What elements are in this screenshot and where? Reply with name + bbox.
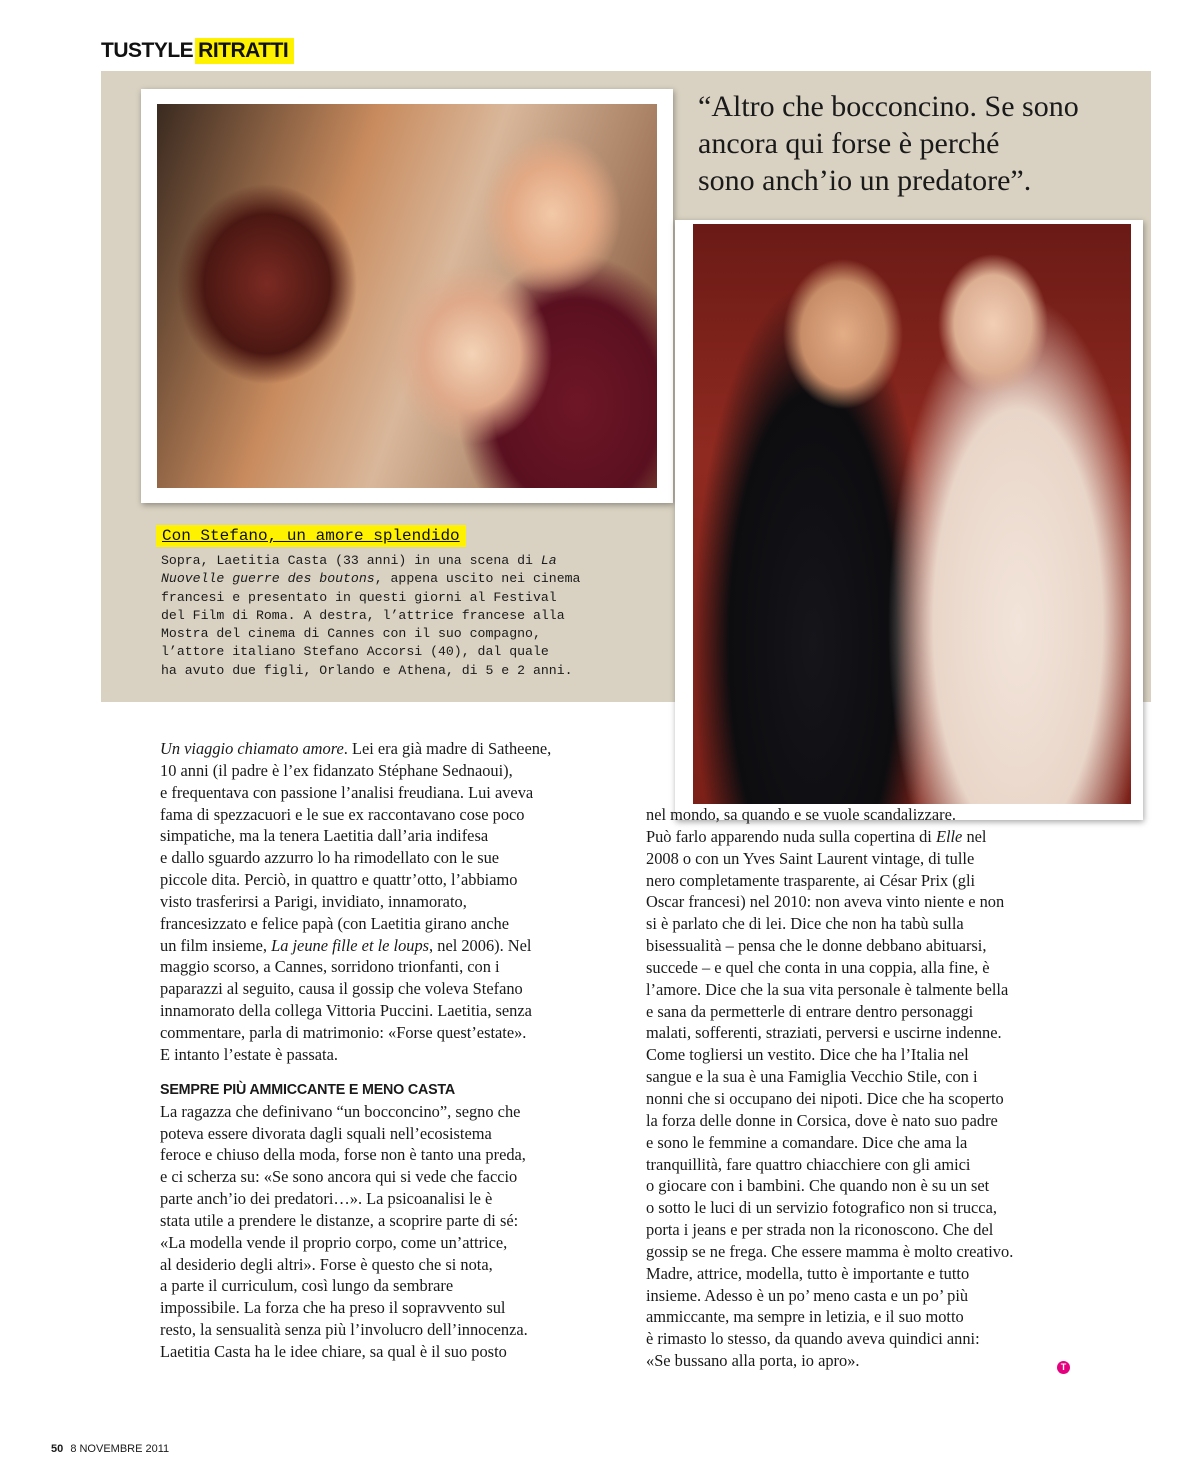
body-text: e sono le femmine a comandare. Dice che ama la [646, 1132, 968, 1152]
body-text: porta i jeans e per strada non la riconoscono. Che del [646, 1220, 994, 1240]
film-title-italic: La jeune fille et le loups [271, 935, 430, 955]
lead-italic: Un viaggio chiamato amore [160, 739, 344, 758]
body-text: poteva essere divorata dagli squali nell’ecosistema [160, 1123, 492, 1143]
body-text: feroce e chiuso della moda, forse non è tanto una preda, [160, 1145, 526, 1165]
photo-frame-left [141, 89, 673, 503]
photo-frame-right [675, 220, 1143, 820]
body-text: e dallo sguardo azzurro lo ha rimodellato con le sue [160, 848, 500, 868]
body-text: La ragazza che definivano “un bocconcino”, segno che [160, 1101, 521, 1121]
section-subhead: SEMPRE PIÙ AMMICCANTE E MENO CASTA [160, 1081, 456, 1098]
body-text: Oscar francesi) nel 2010: non aveva vinto niente e non [646, 892, 1005, 912]
body-text: al desiderio degli altri». Forse è questo che si nota, [160, 1254, 493, 1274]
body-text: ammiccante, ma sempre in letizia, e il suo motto [646, 1307, 964, 1327]
quote-line: “Altro che bocconcino. Se sono [698, 90, 1079, 123]
body-text: «La modella vende il proprio corpo, come un’attrice, [160, 1232, 508, 1252]
body-text: è rimasto lo stesso, da quando aveva quindici anni: [646, 1329, 980, 1349]
body-text: Laetitia Casta ha le idee chiare, sa qual è il suo posto [160, 1341, 507, 1361]
caption-body [161, 552, 601, 680]
body-text: simpatiche, ma la tenera Laetitia dall’aria indifesa [160, 826, 489, 846]
body-text: 10 anni (il padre è l’ex fidanzato Stéphane Sednaoui), [160, 760, 513, 780]
body-text: e sana da permetterle di entrare dentro personaggi [646, 1001, 974, 1021]
body-text: tranquillità, fare quattro chiacchiere con gli amici [646, 1154, 971, 1174]
body-text: a parte il curriculum, così lungo da sembrare [160, 1276, 454, 1296]
body-text: o sotto le luci di un servizio fotografico non si trucca, [646, 1198, 997, 1218]
body-text: resto, la sensualità senza più l’involucro dell’innocenza. [160, 1320, 528, 1340]
body-text: nel mondo, sa quando e se vuole scandalizzare. [646, 805, 956, 824]
caption-text: francesi e presentato in questi giorni al Festival [161, 589, 557, 605]
page-footer [51, 1443, 169, 1455]
body-text: francesizzato e felice papà (con Laetitia girano anche [160, 913, 509, 933]
body-text: malati, sofferenti, straziati, perversi e uscirne indenne. [646, 1023, 1002, 1043]
body-text: Madre, attrice, modella, tutto è importante e tutto [646, 1263, 970, 1283]
body-text: impossibile. La forza che ha preso il sopravvento sul [160, 1298, 506, 1318]
body-text: fama di spezzacuori e le sue ex raccontavano cose poco [160, 804, 525, 824]
body-text: e frequentava con passione l’analisi freudiana. Lui aveva [160, 782, 534, 802]
cannes-couple-photo [693, 224, 1131, 804]
caption-text: l’attore italiano Stefano Accorsi (40), dal quale [161, 644, 549, 660]
page-number: 50 [51, 1443, 64, 1455]
body-text: stata utile a prendere le distanze, a scoprire parte di sé: [160, 1210, 519, 1230]
body-text: o giocare con i bambini. Che quando non è su un set [646, 1176, 990, 1196]
film-scene-photo [157, 104, 657, 488]
body-text: la forza delle donne in Corsica, dove è nato suo padre [646, 1110, 998, 1130]
article-column-left [160, 738, 590, 1363]
body-text: visto trasferirsi a Parigi, invidiato, innamorato, [160, 891, 467, 911]
caption-title: Con Stefano, un amore splendido [156, 525, 466, 547]
body-text: e ci scherza su: «Se sono ancora qui si vede che faccio [160, 1167, 518, 1187]
magazine-title-italic: Elle [935, 826, 963, 846]
body-text: E intanto l’estate è passata. [160, 1044, 338, 1064]
body-text: piccole dita. Perciò, in quattro e quattr’otto, l’abbiamo [160, 870, 518, 890]
end-of-article-icon: T [1057, 1361, 1070, 1374]
body-text: Può farlo apparendo nuda sulla copertina di [646, 826, 936, 846]
quote-line: ancora qui forse è perché [698, 127, 1000, 160]
body-text: paparazzi al seguito, causa il gossip che voleva Stefano [160, 979, 523, 999]
magazine-brand: TUSTYLE [101, 39, 194, 62]
issue-date: 8 NOVEMBRE 2011 [70, 1443, 170, 1455]
page-header [101, 36, 294, 66]
caption-italic: Nuovelle guerre des boutons [161, 571, 375, 587]
body-text: un film insieme, [160, 935, 272, 955]
section-label: RITRATTI [195, 38, 294, 64]
body-text: succede – e quel che conta in una coppia, alla fine, è [646, 957, 990, 977]
article-column-right [646, 804, 1076, 1372]
body-text: commentare, parla di matrimonio: «Forse quest’estate». [160, 1022, 527, 1042]
body-text: Come togliersi un vestito. Dice che ha l’Italia nel [646, 1045, 969, 1065]
body-text: insieme. Adesso è un po’ meno casta e un po’ più [646, 1285, 969, 1305]
body-text: innamorato della collega Vittoria Puccini. Laetitia, senza [160, 1001, 532, 1021]
body-text: maggio scorso, a Cannes, sorridono trionfanti, con i [160, 957, 500, 977]
body-text: 2008 o con un Yves Saint Laurent vintage, di tulle [646, 848, 975, 868]
body-text: bisessualità – pensa che le donne debbano abituarsi, [646, 936, 987, 956]
body-text: . Lei era già madre di Satheene, [343, 739, 552, 758]
caption-text: del Film di Roma. A destra, l’attrice francese alla [161, 607, 565, 623]
caption-text: Sopra, Laetitia Casta (33 anni) in una scena di [161, 553, 541, 568]
body-text: gossip se ne frega. Che essere mamma è molto creativo. [646, 1241, 1014, 1261]
body-text: , nel 2006). Nel [429, 935, 532, 955]
body-text: l’amore. Dice che la sua vita personale è talmente bella [646, 979, 1009, 999]
body-text: «Se bussano alla porta, io apro». [646, 1351, 860, 1371]
body-text: nero completamente trasparente, ai César Prix (gli [646, 870, 976, 890]
body-text: si è parlato che di lei. Dice che non ha tabù sulla [646, 914, 964, 934]
caption-text: Mostra del cinema di Cannes con il suo compagno, [161, 626, 541, 642]
caption-text: , appena uscito nei cinema [374, 571, 581, 587]
body-text: nel [962, 826, 987, 846]
pull-quote [698, 88, 1138, 199]
body-text: nonni che si occupano dei nipoti. Dice che ha scoperto [646, 1088, 1004, 1108]
quote-line: sono anch’io un predatore”. [698, 164, 1032, 197]
caption-text: ha avuto due figli, Orlando e Athena, di 5 e 2 anni. [161, 662, 573, 678]
body-text: sangue e la sua è una Famiglia Vecchio Stile, con i [646, 1067, 978, 1087]
body-text: parte anch’io dei predatori…». La psicoanalisi le è [160, 1189, 493, 1209]
caption-italic: La [540, 553, 557, 568]
